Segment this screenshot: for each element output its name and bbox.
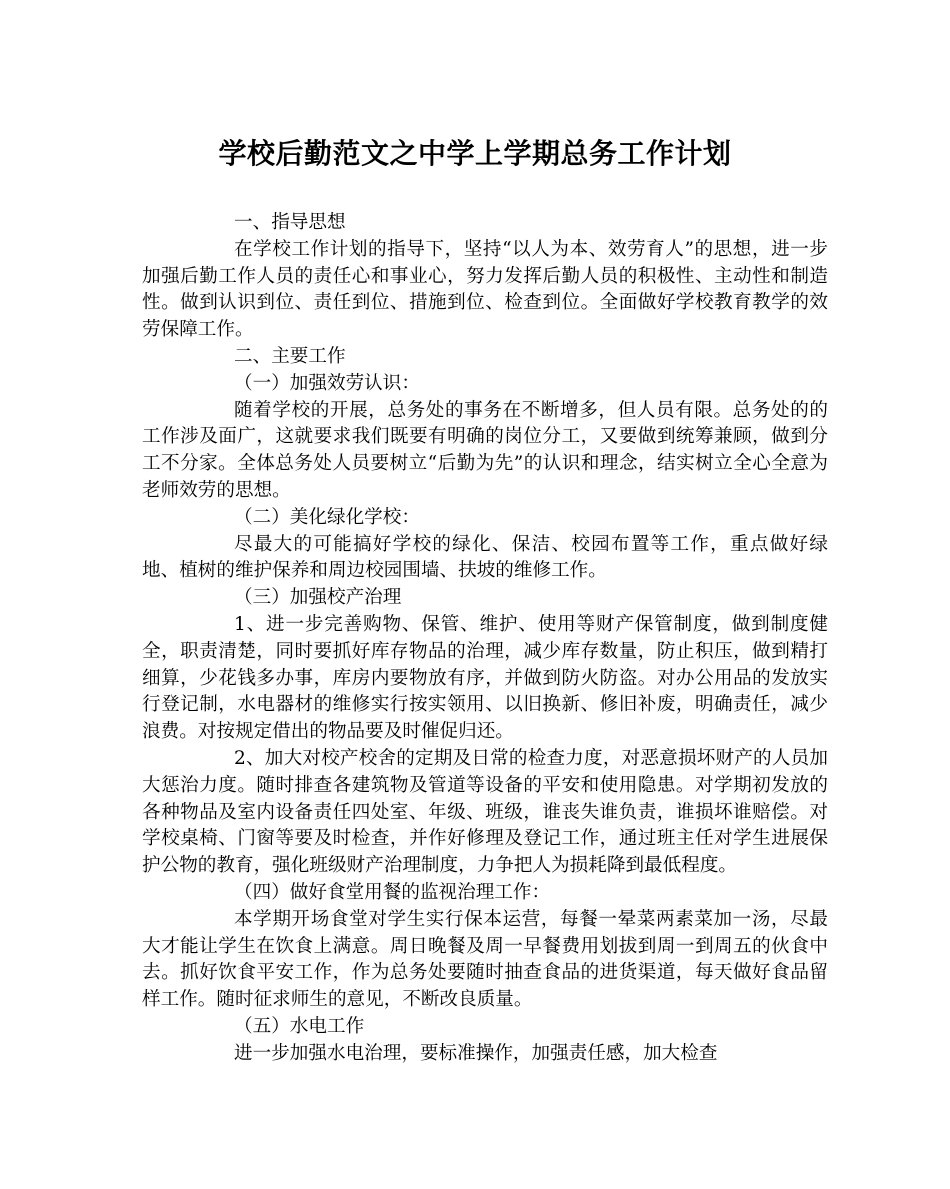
section-heading-main-work: 二、主要工作 <box>234 345 346 367</box>
section-heading-guiding-ideology: 一、指导思想 <box>234 212 346 233</box>
paragraph-property-management-1: 1、进一步完善购物、保管、维护、使用等财产保管制度，做到制度健全，职责清楚，同时要抓好库存物品的治理，减少库存数量，防止积压，做到精打细算，少花钱多办事，库房内要物放有序，并做到防火防盗。对办公用品的发放实行登记制，水电器材的维修实行按实领用、以旧换新、修旧补废，明确责任，减少浪费。对按规定借出的物品要及时催促归还。 <box>142 613 828 743</box>
subsection-heading-water-electricity: （五）水电工作 <box>234 1015 365 1037</box>
subsection-heading-service-awareness: （一）加强效劳认识： <box>234 372 420 394</box>
paragraph-service-awareness: 随着学校的开展，总务处的事务在不断增多，但人员有限。总务处的的工作涉及面广，这就要求我们既要有明确的岗位分工，又要做到统筹兼顾，做到分工不分家。全体总务处人员要树立“后勤为先”的认识和理念，结实树立全心全意为老师效劳的思想。 <box>142 399 828 501</box>
subsection-heading-property-management: （三）加强校产治理 <box>234 587 402 609</box>
paragraph-guiding-ideology: 在学校工作计划的指导下，坚持“以人为本、效劳育人”的思想，进一步加强后勤工作人员的责任心和事业心，努力发挥后勤人员的积极性、主动性和制造性。做到认识到位、责任到位、措施到位、检查到位。全面做好学校教育教学的效劳保障工作。 <box>142 238 828 341</box>
subsection-heading-greening: （二）美化绿化学校： <box>234 506 420 528</box>
subsection-heading-canteen: （四）做好食堂用餐的监视治理工作： <box>234 881 551 903</box>
paragraph-canteen: 本学期开场食堂对学生实行保本运营，每餐一晕菜两素菜加一汤，尽最大才能让学生在饮食上满意。周日晚餐及周一早餐费用划拔到周一到周五的伙食中去。抓好饮食平安工作，作为总务处要随时抽查食品的进货渠道，每天做好食品留样工作。随时征求师生的意见，不断改良质量。 <box>142 908 828 1011</box>
paragraph-property-management-2: 2、加大对校产校舍的定期及日常的检查力度，对恶意损坏财产的人员加大惩治力度。随时排查各建筑物及管道等设备的平安和使用隐患。对学期初发放的各种物品及室内设备责任四处室、年级、班级，谁丧失谁负责，谁损坏谁赔偿。对学校桌椅、门窗等要及时检查，并作好修理及登记工作，通过班主任对学生进展保护公物的教育，强化班级财产治理制度，力争把人为损耗降到最低程度。 <box>142 747 828 877</box>
document-body <box>142 210 828 1068</box>
document-title: 学校后勤范文之中学上学期总务工作计划 <box>218 137 732 170</box>
paragraph-water-electricity: 进一步加强水电治理，要标准操作，加强责任感，加大检查 <box>234 1042 718 1064</box>
paragraph-greening: 尽最大的可能搞好学校的绿化、保洁、校园布置等工作，重点做好绿地、植树的维护保养和周边校园围墙、扶坡的维修工作。 <box>142 533 828 582</box>
